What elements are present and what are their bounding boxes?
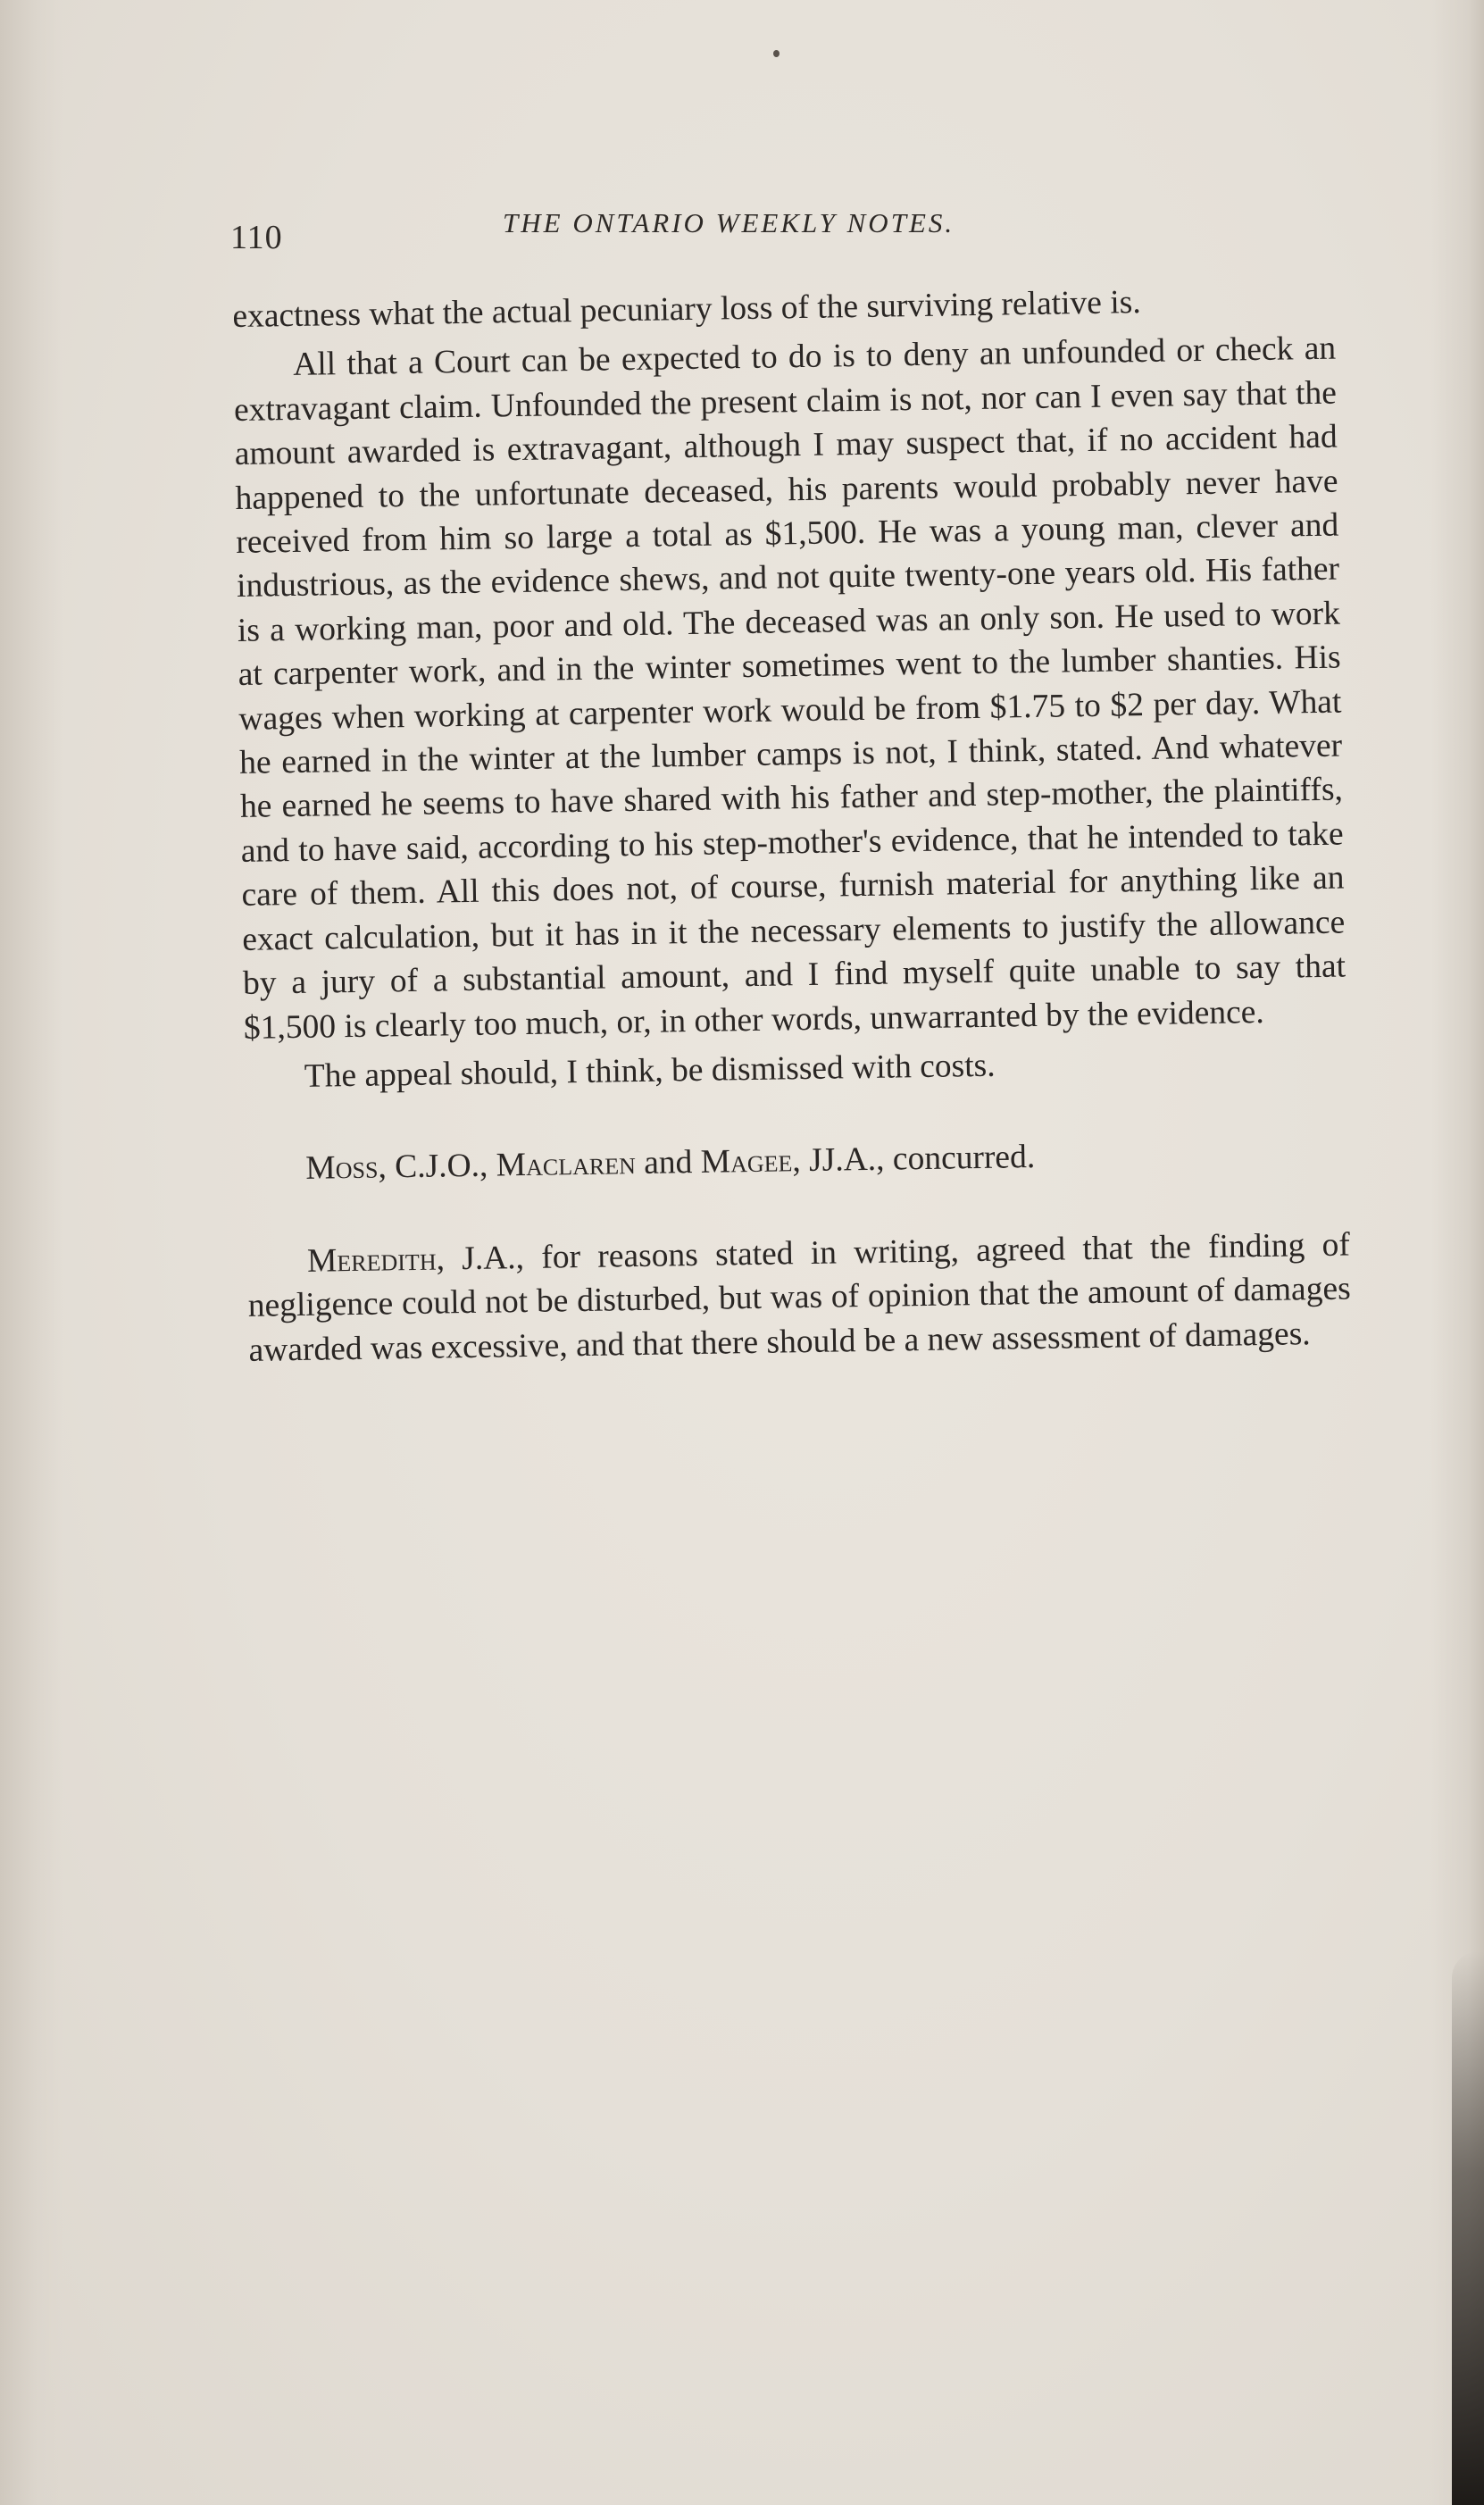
- judge-name-maclaren: Maclaren: [496, 1145, 637, 1184]
- binding-gutter: [0, 0, 63, 2505]
- concurrence-line: Moss, C.J.O., Maclaren and Magee, JJ.A., concurred.: [305, 1139, 1036, 1188]
- body-text: [232, 278, 1352, 1373]
- ink-speck: [773, 50, 780, 57]
- running-title: THE ONTARIO WEEKLY NOTES.: [503, 207, 955, 238]
- paragraph-main: All that a Court can be expected to do is to deny an unfounded or check an extravagant claim. Unfounded the present claim is not, nor can I even say that the amount awarded is extravagant, although I may suspect that, if no accident had happened to the unfortunate deceased, his parents would probably never have received from him so large a total as $1,500. He was a young man, clever and industrious, as the evidence shews, and not quite twenty-one years old. His father is a working man, poor and old. The deceased was an only son. He used to work at carpenter work, and in the winter sometimes went to the lumber shanties. His wages when working at carpenter work would be from $1.75 to $2 per day. What he earned in the winter at the lumber camps is not, I think, stated. And whatever he earned he seems to have shared with his father and step-mother, the plaintiffs, and to have said, according to his step-mother's evidence, that he intended to take care of them. All this does not, of course, furnish material for anything like an exact calculation, but it has in it the necessary elements to justify the allowance by a jury of a substantial amount, and I find myself quite unable to say that $1,500 is clearly too much, or, in other words, unwarranted by the evidence.: [233, 330, 1346, 1047]
- page-header: [230, 207, 1034, 261]
- page-number: 110: [230, 219, 283, 256]
- judge-name-meredith: Meredith: [306, 1240, 437, 1280]
- dissent-paragraph: Meredith, J.A., for reasons stated in writing, agreed that the finding of negligence could not be disturbed, but was of opinion that the amount of damages awarded was excessive, and that there should be a new assessment of damages.: [247, 1226, 1351, 1369]
- paragraph-continuation: exactness what the actual pecuniary loss of the surviving relative is.: [232, 284, 1141, 335]
- paragraph-conclusion: The appeal should, I think, be dismissed with costs.: [304, 1047, 996, 1095]
- judge-name-magee: Magee: [700, 1142, 793, 1182]
- corner-shadow: [1452, 1951, 1484, 2505]
- judge-name-moss: Moss: [305, 1148, 379, 1188]
